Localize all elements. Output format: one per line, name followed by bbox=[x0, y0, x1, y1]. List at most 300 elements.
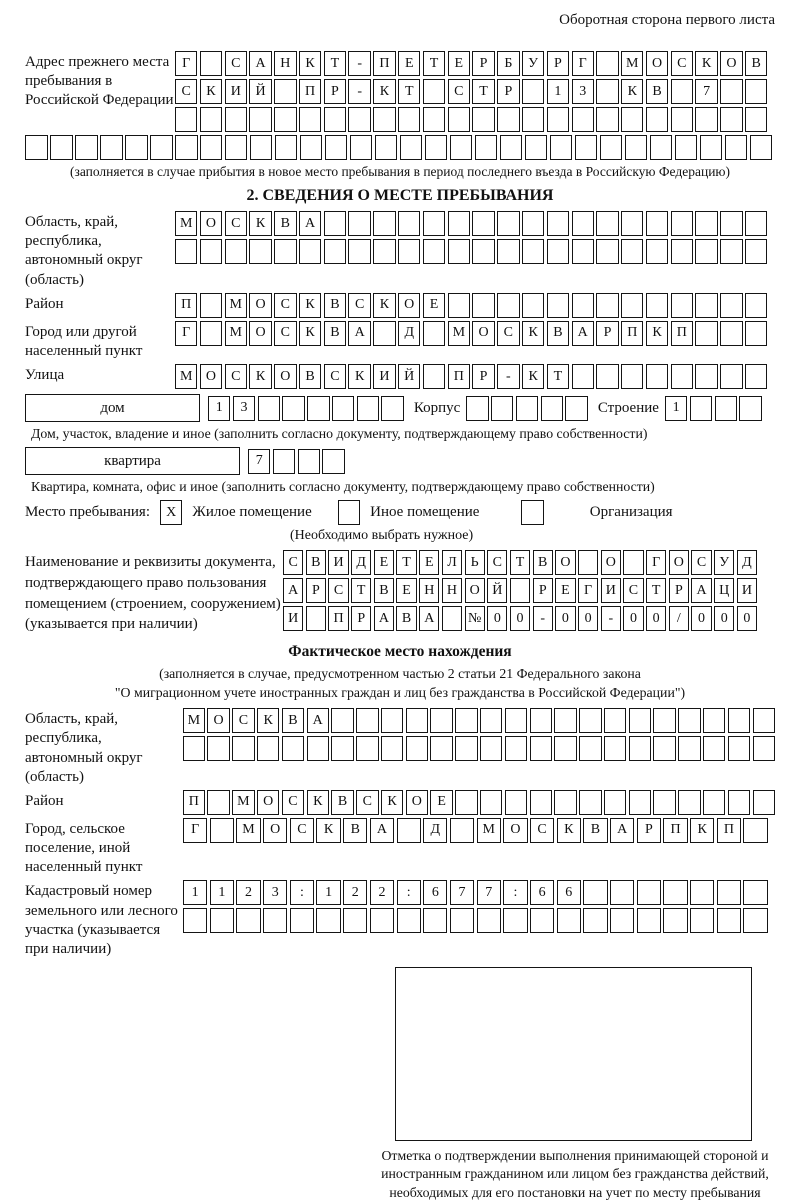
stay-type-note: (Необходимо выбрать нужное) bbox=[290, 528, 474, 544]
street-field bbox=[25, 364, 775, 389]
char-box: И bbox=[328, 550, 348, 575]
char-box bbox=[500, 135, 523, 160]
char-box bbox=[423, 364, 445, 389]
char-box bbox=[525, 135, 548, 160]
char-box: С bbox=[274, 321, 296, 346]
char-box: - bbox=[601, 606, 621, 631]
char-box bbox=[274, 79, 296, 104]
char-box: - bbox=[533, 606, 553, 631]
char-box: / bbox=[669, 606, 689, 631]
char-box bbox=[397, 908, 421, 933]
street-label: Улица bbox=[25, 367, 65, 384]
actual-district-field bbox=[25, 790, 775, 815]
char-box bbox=[629, 736, 651, 761]
char-box: А bbox=[374, 606, 394, 631]
char-box: В bbox=[282, 708, 304, 733]
char-box bbox=[625, 135, 648, 160]
char-box: А bbox=[299, 211, 321, 236]
char-box bbox=[596, 239, 618, 264]
char-box bbox=[373, 321, 395, 346]
city-label: Город или другой населенный пункт bbox=[25, 323, 143, 359]
char-box bbox=[466, 396, 488, 421]
char-box: Г bbox=[175, 321, 197, 346]
char-box bbox=[663, 880, 687, 905]
stay-type-label: Место пребывания: bbox=[25, 504, 150, 521]
char-box bbox=[448, 239, 470, 264]
char-box bbox=[621, 211, 643, 236]
char-box: 0 bbox=[487, 606, 507, 631]
char-box bbox=[753, 708, 775, 733]
char-box: К bbox=[381, 790, 403, 815]
char-box: П bbox=[717, 818, 741, 843]
char-box: Г bbox=[578, 578, 598, 603]
char-box bbox=[572, 107, 594, 132]
char-box: 1 bbox=[665, 396, 687, 421]
char-box: А bbox=[370, 818, 394, 843]
char-box: В bbox=[646, 79, 668, 104]
char-box: М bbox=[225, 321, 247, 346]
stay-type-checkbox-organization bbox=[521, 500, 543, 525]
char-box: К bbox=[200, 79, 222, 104]
char-box bbox=[381, 736, 403, 761]
char-box bbox=[356, 736, 378, 761]
char-box bbox=[25, 135, 48, 160]
char-box: А bbox=[419, 606, 439, 631]
char-box bbox=[579, 790, 601, 815]
char-box: В bbox=[324, 321, 346, 346]
char-box: К bbox=[646, 321, 668, 346]
char-box: Т bbox=[646, 578, 666, 603]
char-box: 6 bbox=[557, 880, 581, 905]
char-box bbox=[678, 736, 700, 761]
actual-location-note-line1: (заполняется в случае, предусмотренном частью 2 статьи 21 Федерального закона bbox=[159, 665, 641, 681]
char-box: Д bbox=[351, 550, 371, 575]
char-box bbox=[695, 239, 717, 264]
char-box: К bbox=[299, 293, 321, 318]
char-box: Т bbox=[472, 79, 494, 104]
cadastre-grid bbox=[183, 880, 768, 959]
char-box bbox=[450, 818, 474, 843]
char-box: С bbox=[671, 51, 693, 76]
char-box bbox=[316, 908, 340, 933]
char-box: Р bbox=[669, 578, 689, 603]
char-box bbox=[690, 880, 714, 905]
char-box: Р bbox=[497, 79, 519, 104]
char-box-row bbox=[175, 239, 767, 264]
char-box: Ь bbox=[465, 550, 485, 575]
char-box bbox=[621, 364, 643, 389]
char-box bbox=[550, 135, 573, 160]
char-box-row bbox=[175, 364, 767, 389]
char-box bbox=[743, 818, 767, 843]
char-box bbox=[274, 107, 296, 132]
char-box bbox=[554, 790, 576, 815]
char-box bbox=[406, 736, 428, 761]
char-box bbox=[480, 708, 502, 733]
actual-location-title: Фактическое место нахождения bbox=[288, 642, 512, 660]
char-box: Т bbox=[423, 51, 445, 76]
char-box: Р bbox=[472, 51, 494, 76]
char-box bbox=[425, 135, 448, 160]
char-box bbox=[472, 211, 494, 236]
char-box: 6 bbox=[530, 880, 554, 905]
char-box bbox=[430, 736, 452, 761]
char-box bbox=[623, 550, 643, 575]
document-field bbox=[25, 550, 775, 635]
char-box: 7 bbox=[477, 880, 501, 905]
char-box: Д bbox=[398, 321, 420, 346]
char-box: Е bbox=[448, 51, 470, 76]
district-label: Район bbox=[25, 295, 64, 312]
char-box bbox=[350, 135, 373, 160]
char-box: К bbox=[557, 818, 581, 843]
char-box bbox=[480, 790, 502, 815]
char-box: Е bbox=[555, 578, 575, 603]
char-box bbox=[250, 135, 273, 160]
char-box bbox=[324, 239, 346, 264]
char-box: К bbox=[299, 321, 321, 346]
char-box: К bbox=[373, 293, 395, 318]
char-box bbox=[232, 736, 254, 761]
char-box: А bbox=[249, 51, 271, 76]
char-box: 7 bbox=[248, 449, 270, 474]
char-box-row bbox=[183, 908, 768, 933]
actual-city-field bbox=[25, 818, 775, 878]
char-box: 1 bbox=[208, 396, 230, 421]
char-box bbox=[307, 736, 329, 761]
char-box bbox=[646, 211, 668, 236]
char-box bbox=[671, 211, 693, 236]
char-box: О bbox=[646, 51, 668, 76]
char-box: И bbox=[601, 578, 621, 603]
char-box: 1 bbox=[547, 79, 569, 104]
char-box bbox=[299, 239, 321, 264]
char-box bbox=[629, 790, 651, 815]
char-box: О bbox=[200, 211, 222, 236]
char-box-row bbox=[175, 211, 767, 236]
char-box-row bbox=[208, 396, 404, 421]
char-box bbox=[274, 239, 296, 264]
char-box: Л bbox=[442, 550, 462, 575]
char-box bbox=[448, 211, 470, 236]
char-box: О bbox=[200, 364, 222, 389]
char-box: 0 bbox=[691, 606, 711, 631]
char-box: В bbox=[274, 211, 296, 236]
stay-type-opt3-label: Организация bbox=[589, 504, 673, 521]
document-grid bbox=[283, 550, 757, 635]
char-box: О bbox=[669, 550, 689, 575]
char-box: У bbox=[522, 51, 544, 76]
char-box bbox=[183, 908, 207, 933]
char-box bbox=[572, 364, 594, 389]
char-box: № bbox=[465, 606, 485, 631]
char-box: Е bbox=[419, 550, 439, 575]
char-box: И bbox=[283, 606, 303, 631]
char-box bbox=[521, 500, 543, 525]
char-box bbox=[720, 79, 742, 104]
char-box bbox=[503, 908, 527, 933]
char-box: В bbox=[374, 578, 394, 603]
char-box bbox=[678, 790, 700, 815]
char-box: Е bbox=[374, 550, 394, 575]
char-box: 2 bbox=[370, 880, 394, 905]
char-box: 3 bbox=[572, 79, 594, 104]
char-box bbox=[743, 880, 767, 905]
char-box: К bbox=[621, 79, 643, 104]
char-box: 0 bbox=[737, 606, 757, 631]
char-box: 7 bbox=[695, 79, 717, 104]
char-box bbox=[695, 293, 717, 318]
char-box: Р bbox=[472, 364, 494, 389]
char-box bbox=[717, 908, 741, 933]
char-box bbox=[728, 736, 750, 761]
char-box bbox=[290, 908, 314, 933]
char-box: М bbox=[175, 211, 197, 236]
char-box: К bbox=[257, 708, 279, 733]
char-box bbox=[497, 211, 519, 236]
char-box: П bbox=[448, 364, 470, 389]
char-box bbox=[257, 736, 279, 761]
char-box bbox=[175, 135, 198, 160]
char-box: 0 bbox=[646, 606, 666, 631]
korpus-label: Корпус bbox=[413, 399, 461, 416]
char-box: С bbox=[448, 79, 470, 104]
char-box: X bbox=[160, 500, 182, 525]
char-box bbox=[423, 239, 445, 264]
char-box: Е bbox=[396, 578, 416, 603]
char-box bbox=[745, 107, 767, 132]
char-box bbox=[225, 135, 248, 160]
char-box: О bbox=[274, 364, 296, 389]
char-box: 3 bbox=[263, 880, 287, 905]
char-box: С bbox=[328, 578, 348, 603]
char-box: К bbox=[348, 364, 370, 389]
actual-district-label: Район bbox=[25, 792, 64, 809]
char-box bbox=[100, 135, 123, 160]
char-box: : bbox=[397, 880, 421, 905]
char-box: 1 bbox=[210, 880, 234, 905]
actual-city-label: Город, сельское поселение, иной населенный пункт bbox=[25, 820, 143, 876]
char-box: О bbox=[465, 578, 485, 603]
char-box: М bbox=[225, 293, 247, 318]
char-box: Н bbox=[442, 578, 462, 603]
char-box bbox=[572, 211, 594, 236]
char-box: : bbox=[290, 880, 314, 905]
char-box bbox=[547, 107, 569, 132]
char-box: П bbox=[663, 818, 687, 843]
char-box: Р bbox=[547, 51, 569, 76]
actual-location-note-line2: "О миграционном учете иностранных граждан и лиц без гражданства в Российской Федерации") bbox=[114, 684, 686, 700]
char-box bbox=[600, 135, 623, 160]
char-box bbox=[381, 708, 403, 733]
char-box bbox=[200, 239, 222, 264]
char-box: В bbox=[324, 293, 346, 318]
char-box bbox=[332, 396, 354, 421]
char-box-row bbox=[283, 578, 757, 603]
char-box bbox=[717, 880, 741, 905]
char-box bbox=[200, 321, 222, 346]
char-box: К bbox=[316, 818, 340, 843]
char-box bbox=[356, 708, 378, 733]
char-box: С bbox=[497, 321, 519, 346]
char-box: С bbox=[225, 211, 247, 236]
char-box: Р bbox=[324, 79, 346, 104]
char-box bbox=[572, 293, 594, 318]
char-box: С bbox=[290, 818, 314, 843]
char-box: 3 bbox=[233, 396, 255, 421]
corner-note: Оборотная сторона первого листа bbox=[559, 12, 775, 28]
char-box bbox=[200, 135, 223, 160]
char-box bbox=[745, 211, 767, 236]
char-box: Г bbox=[183, 818, 207, 843]
char-box bbox=[745, 321, 767, 346]
char-box: С bbox=[274, 293, 296, 318]
char-box bbox=[671, 239, 693, 264]
char-box-row bbox=[183, 818, 768, 878]
char-box-row bbox=[466, 396, 588, 421]
apartment-caption: Квартира, комната, офис и иное (заполнить согласно документу, подтверждающему право собственности) bbox=[31, 479, 655, 495]
char-box: М bbox=[175, 364, 197, 389]
char-box: 7 bbox=[450, 880, 474, 905]
char-box bbox=[646, 293, 668, 318]
char-box: О bbox=[257, 790, 279, 815]
char-box: П bbox=[621, 321, 643, 346]
char-box bbox=[745, 364, 767, 389]
char-box bbox=[530, 908, 554, 933]
char-box bbox=[646, 364, 668, 389]
char-box bbox=[671, 107, 693, 132]
char-box: О bbox=[601, 550, 621, 575]
char-box bbox=[263, 908, 287, 933]
char-box bbox=[596, 107, 618, 132]
prev-address-label: Адрес прежнего места пребывания в Российской Федерации bbox=[25, 54, 174, 109]
char-box: В bbox=[547, 321, 569, 346]
char-box: К bbox=[373, 79, 395, 104]
char-box bbox=[200, 293, 222, 318]
char-box bbox=[596, 364, 618, 389]
char-box: Г bbox=[175, 51, 197, 76]
district-field bbox=[25, 293, 775, 318]
char-box bbox=[745, 79, 767, 104]
confirmation-stamp-box bbox=[395, 967, 752, 1141]
char-box: 0 bbox=[510, 606, 530, 631]
char-box bbox=[653, 708, 675, 733]
char-box: А bbox=[610, 818, 634, 843]
section2-title: 2. СВЕДЕНИЯ О МЕСТЕ ПРЕБЫВАНИЯ bbox=[246, 187, 554, 204]
char-box: 0 bbox=[714, 606, 734, 631]
char-box: Р bbox=[596, 321, 618, 346]
char-box bbox=[725, 135, 748, 160]
document-label: Наименование и реквизиты документа, подтверждающего право пользования помещением (строением, сооружением) (указывается при наличии) bbox=[25, 554, 281, 633]
char-box: К bbox=[307, 790, 329, 815]
char-box bbox=[207, 736, 229, 761]
char-box bbox=[695, 211, 717, 236]
char-box: А bbox=[307, 708, 329, 733]
char-box: А bbox=[691, 578, 711, 603]
char-box bbox=[282, 736, 304, 761]
char-box bbox=[596, 211, 618, 236]
char-box bbox=[596, 79, 618, 104]
char-box bbox=[557, 908, 581, 933]
char-box bbox=[739, 396, 761, 421]
char-box bbox=[324, 107, 346, 132]
char-box bbox=[695, 364, 717, 389]
char-box bbox=[565, 396, 587, 421]
char-box bbox=[307, 396, 329, 421]
char-box bbox=[663, 908, 687, 933]
char-box bbox=[522, 107, 544, 132]
char-box bbox=[547, 239, 569, 264]
char-box bbox=[322, 449, 344, 474]
char-box bbox=[398, 239, 420, 264]
apartment-row bbox=[25, 447, 775, 475]
char-box bbox=[448, 107, 470, 132]
char-box: П bbox=[373, 51, 395, 76]
char-box: М bbox=[621, 51, 643, 76]
char-box bbox=[373, 211, 395, 236]
house-widebox: дом bbox=[25, 394, 200, 422]
char-box: Р bbox=[637, 818, 661, 843]
char-box: : bbox=[503, 880, 527, 905]
char-box bbox=[745, 239, 767, 264]
char-box bbox=[275, 135, 298, 160]
char-box bbox=[375, 135, 398, 160]
char-box bbox=[530, 736, 552, 761]
char-box: П bbox=[175, 293, 197, 318]
char-box: О bbox=[263, 818, 287, 843]
char-box: 0 bbox=[578, 606, 598, 631]
char-box: Д bbox=[737, 550, 757, 575]
char-box bbox=[646, 239, 668, 264]
char-box bbox=[575, 135, 598, 160]
char-box: С bbox=[356, 790, 378, 815]
char-box: У bbox=[714, 550, 734, 575]
char-box bbox=[75, 135, 98, 160]
char-box bbox=[497, 107, 519, 132]
region-grid bbox=[175, 211, 767, 290]
char-box bbox=[690, 396, 712, 421]
char-box: - bbox=[348, 51, 370, 76]
char-box: А bbox=[348, 321, 370, 346]
char-box bbox=[472, 293, 494, 318]
char-box bbox=[505, 708, 527, 733]
char-box: С bbox=[283, 550, 303, 575]
char-box: В bbox=[533, 550, 553, 575]
char-box: К bbox=[695, 51, 717, 76]
char-box bbox=[720, 211, 742, 236]
char-box: Т bbox=[396, 550, 416, 575]
char-box: Р bbox=[351, 606, 371, 631]
char-box bbox=[720, 364, 742, 389]
char-box: С bbox=[623, 578, 643, 603]
char-box bbox=[753, 790, 775, 815]
char-box: О bbox=[720, 51, 742, 76]
char-box bbox=[522, 79, 544, 104]
char-box-row bbox=[183, 790, 775, 815]
char-box bbox=[210, 908, 234, 933]
char-box bbox=[579, 736, 601, 761]
char-box bbox=[629, 708, 651, 733]
char-box: 1 bbox=[183, 880, 207, 905]
char-box bbox=[249, 107, 271, 132]
char-box-row bbox=[283, 606, 757, 631]
char-box: Т bbox=[510, 550, 530, 575]
char-box bbox=[400, 135, 423, 160]
char-box: С bbox=[225, 364, 247, 389]
char-box: К bbox=[249, 211, 271, 236]
char-box bbox=[210, 818, 234, 843]
stay-type-checkbox-residential bbox=[160, 500, 182, 525]
